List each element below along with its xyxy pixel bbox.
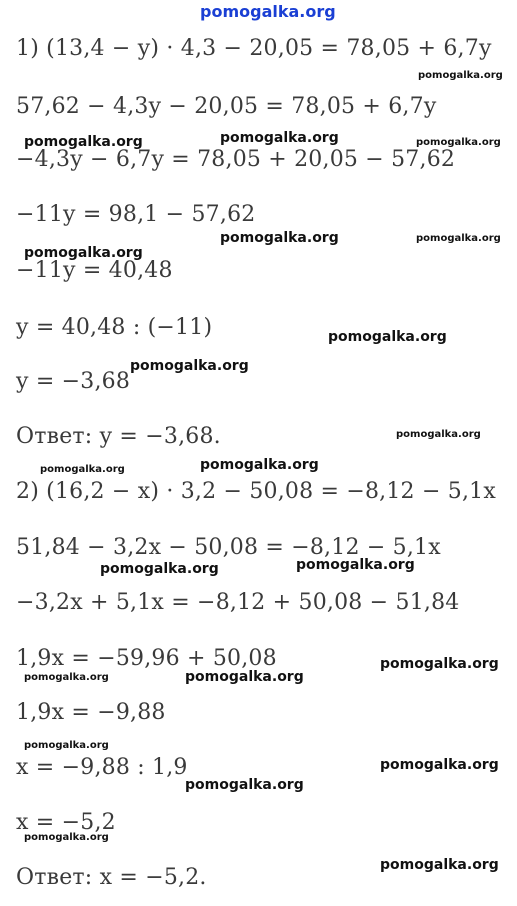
equation-1-line-6: y = 40,48 : (−11): [16, 315, 213, 340]
watermark: pomogalka.org: [24, 740, 109, 751]
equation-2-line-1: 2) (16,2 − x) · 3,2 − 50,08 = −8,12 − 5,1x: [16, 479, 496, 504]
watermark: pomogalka.org: [185, 777, 304, 793]
equation-1-line-4: −11y = 98,1 − 57,62: [16, 202, 256, 227]
watermark: pomogalka.org: [380, 656, 499, 672]
watermark: pomogalka.org: [380, 857, 499, 873]
watermark-top: pomogalka.org: [200, 2, 336, 21]
equation-2-line-7: x = −5,2: [16, 810, 116, 835]
equation-1-line-7: y = −3,68: [16, 369, 131, 394]
watermark: pomogalka.org: [40, 464, 125, 475]
equation-1-line-1: 1) (13,4 − y) · 4,3 − 20,05 = 78,05 + 6,7y: [16, 36, 492, 61]
watermark: pomogalka.org: [130, 358, 249, 374]
watermark: pomogalka.org: [185, 669, 304, 685]
equation-1-line-3: −4,3y − 6,7y = 78,05 + 20,05 − 57,62: [16, 147, 456, 172]
watermark: pomogalka.org: [200, 457, 319, 473]
watermark: pomogalka.org: [24, 134, 143, 150]
watermark: pomogalka.org: [328, 329, 447, 345]
answer-2: Ответ: x = −5,2.: [16, 865, 207, 890]
watermark: pomogalka.org: [296, 557, 415, 573]
equation-2-line-6: x = −9,88 : 1,9: [16, 755, 188, 780]
watermark: pomogalka.org: [396, 429, 481, 440]
watermark: pomogalka.org: [100, 561, 219, 577]
equation-2-line-3: −3,2x + 5,1x = −8,12 + 50,08 − 51,84: [16, 590, 460, 615]
watermark: pomogalka.org: [418, 70, 503, 81]
equation-2-line-5: 1,9x = −9,88: [16, 700, 166, 725]
watermark: pomogalka.org: [24, 832, 109, 843]
watermark: pomogalka.org: [416, 233, 501, 244]
answer-1: Ответ: y = −3,68.: [16, 424, 221, 449]
equation-1-line-2: 57,62 − 4,3y − 20,05 = 78,05 + 6,7y: [16, 94, 437, 119]
equation-2-line-2: 51,84 − 3,2x − 50,08 = −8,12 − 5,1x: [16, 535, 441, 560]
watermark: pomogalka.org: [220, 130, 339, 146]
watermark: pomogalka.org: [24, 245, 143, 261]
watermark: pomogalka.org: [24, 672, 109, 683]
equation-1-line-5: −11y = 40,48: [16, 258, 173, 283]
watermark: pomogalka.org: [416, 137, 501, 148]
watermark: pomogalka.org: [380, 757, 499, 773]
watermark: pomogalka.org: [220, 230, 339, 246]
equation-2-line-4: 1,9x = −59,96 + 50,08: [16, 646, 277, 671]
